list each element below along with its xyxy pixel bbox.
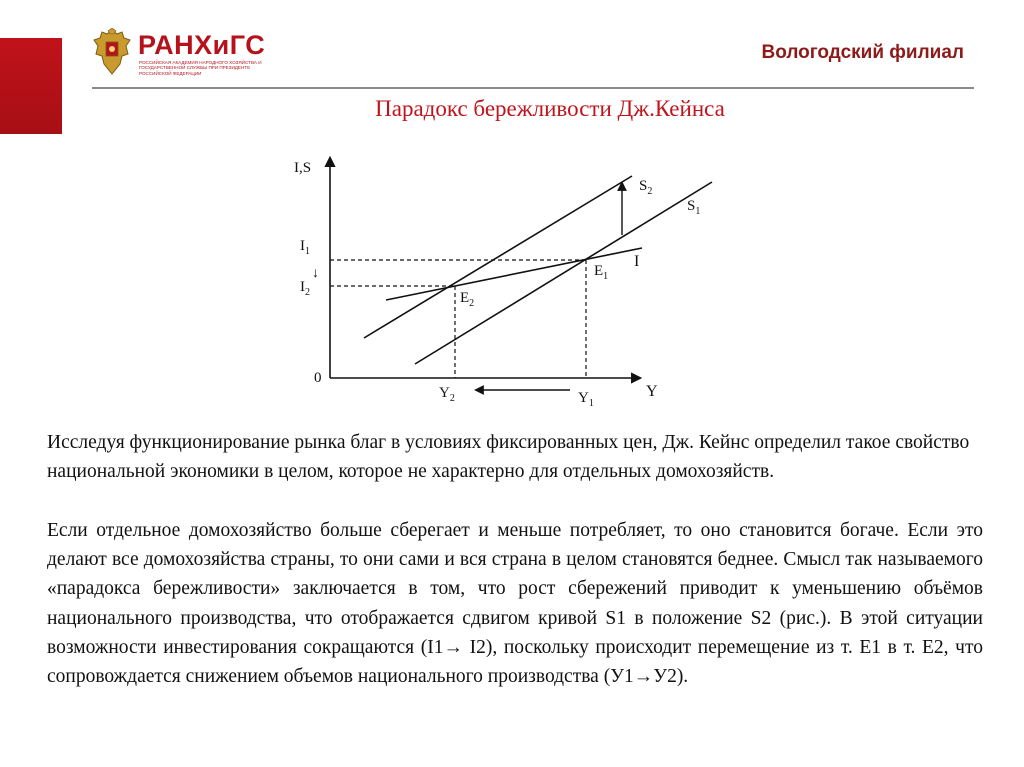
i2-tick-label: $I_2$ — [300, 279, 310, 298]
e2-label: $E_2$ — [460, 290, 475, 309]
coat-of-arms-icon — [92, 28, 132, 78]
paradox-of-thrift-diagram — [290, 150, 730, 415]
y-axis-label: I,S — [294, 160, 312, 176]
down-arrow: ↓ — [312, 266, 319, 281]
intro-paragraph: Исследуя функционирование рынка благ в условиях фиксированных цен, Дж. Кейнс определил такое свойство национальной экономики в целом, которое не характерно для отдельных домохозяйств. — [47, 432, 970, 482]
logo-subtitle: РОССИЙСКАЯ АКАДЕМИЯ НАРОДНОГО ХОЗЯЙСТВА И ГОСУДАРСТВЕННОЙ СЛУЖБЫ ПРИ ПРЕЗИДЕНТЕ РОССИЙСКОЙ ФЕДЕРАЦИИ — [139, 60, 262, 76]
i-curve-label: I — [634, 253, 640, 270]
y2-tick-label: $Y_2$ — [439, 385, 455, 404]
y1-tick-label: $Y_1$ — [578, 390, 594, 409]
main-paragraph: Если отдельное домохозяйство больше сберегает и меньше потребляет, то оно становится богаче. Если это делают все домохозяйства страны, то они сами и вся страна в целом становятся беднее. Смысл так называемого «парадокса бережливости» заключается в том, что рост сбережений приводит к уменьшению объёмов национального производства, что отображается сдвигом кривой S1 в положение S2 (рис.). В этой ситуации возможности инвестирования сокращаются (I1→ I2), поскольку происходит перемещение из т. E1 в т. E2, что сопровождается снижением объемов национального производства (У1→У2). — [47, 520, 983, 688]
s1-label: $S_1$ — [687, 198, 701, 217]
origin-label: 0 — [314, 370, 322, 386]
curve-s1 — [415, 182, 712, 364]
e1-label: $E_1$ — [594, 263, 609, 282]
branch-name: Вологодский филиал — [761, 42, 964, 63]
slide-title: Парадокс бережливости Дж.Кейнса — [375, 96, 725, 121]
x-axis-label: Y — [646, 383, 658, 400]
i1-tick-label: $I_1$ — [300, 238, 310, 257]
logo-name: РАНХиГС — [138, 30, 266, 60]
ranepa-logo — [92, 28, 272, 80]
s2-label: $S_2$ — [639, 178, 653, 197]
header-divider — [92, 87, 974, 89]
